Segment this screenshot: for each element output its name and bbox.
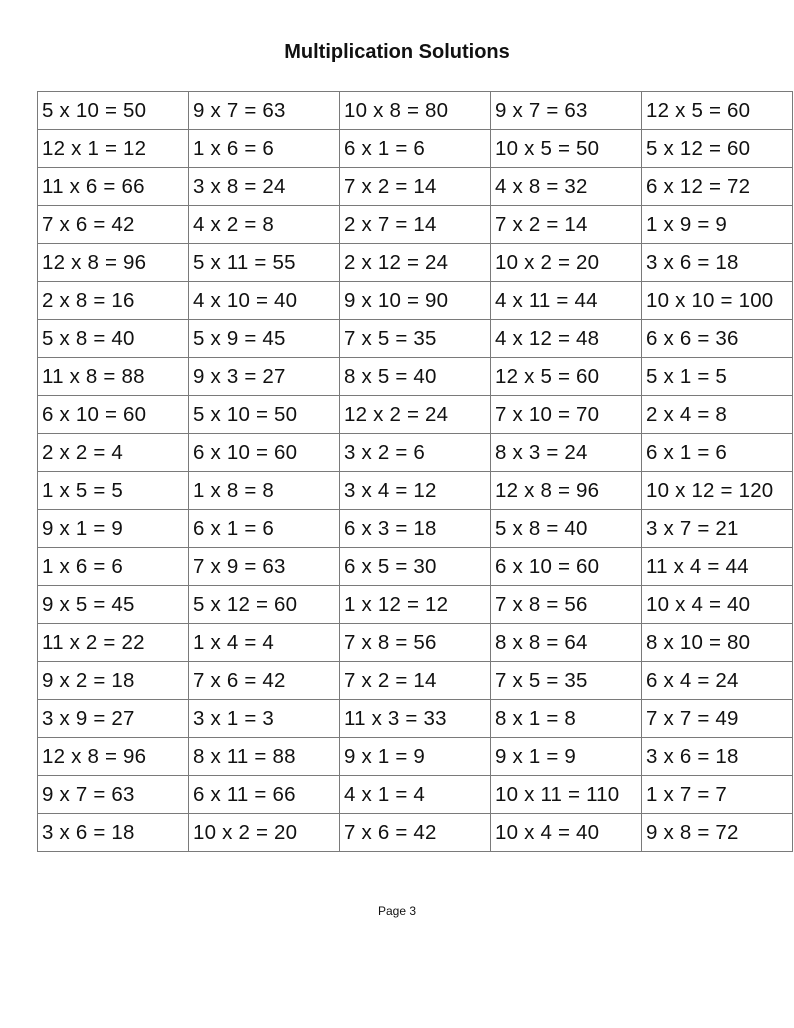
equation-cell: 4 x 12 = 48	[491, 320, 642, 358]
equation-cell: 9 x 5 = 45	[38, 586, 189, 624]
equation-cell: 3 x 7 = 21	[642, 510, 793, 548]
equation-cell: 7 x 6 = 42	[189, 662, 340, 700]
equation-cell: 1 x 7 = 7	[642, 776, 793, 814]
equation-cell: 12 x 1 = 12	[38, 130, 189, 168]
equation-cell: 5 x 1 = 5	[642, 358, 793, 396]
table-row	[38, 206, 793, 244]
equation-cell: 5 x 8 = 40	[491, 510, 642, 548]
table-row	[38, 814, 793, 852]
equation-cell: 6 x 6 = 36	[642, 320, 793, 358]
equation-cell: 5 x 10 = 50	[38, 92, 189, 130]
solutions-table	[37, 91, 793, 852]
table-row	[38, 320, 793, 358]
equation-cell: 7 x 8 = 56	[340, 624, 491, 662]
equation-cell: 8 x 1 = 8	[491, 700, 642, 738]
equation-cell: 6 x 11 = 66	[189, 776, 340, 814]
table-row	[38, 586, 793, 624]
equation-cell: 3 x 9 = 27	[38, 700, 189, 738]
table-row	[38, 358, 793, 396]
equation-cell: 1 x 9 = 9	[642, 206, 793, 244]
equation-cell: 9 x 1 = 9	[340, 738, 491, 776]
equation-cell: 12 x 2 = 24	[340, 396, 491, 434]
equation-cell: 9 x 8 = 72	[642, 814, 793, 852]
equation-cell: 5 x 12 = 60	[189, 586, 340, 624]
equation-cell: 4 x 11 = 44	[491, 282, 642, 320]
equation-cell: 2 x 4 = 8	[642, 396, 793, 434]
equation-cell: 10 x 4 = 40	[642, 586, 793, 624]
equation-cell: 3 x 1 = 3	[189, 700, 340, 738]
equation-cell: 3 x 4 = 12	[340, 472, 491, 510]
equation-cell: 11 x 8 = 88	[38, 358, 189, 396]
equation-cell: 9 x 3 = 27	[189, 358, 340, 396]
equation-cell: 10 x 10 = 100	[642, 282, 793, 320]
equation-cell: 9 x 7 = 63	[491, 92, 642, 130]
equation-cell: 6 x 1 = 6	[340, 130, 491, 168]
equation-cell: 9 x 2 = 18	[38, 662, 189, 700]
table-row	[38, 472, 793, 510]
equation-cell: 2 x 7 = 14	[340, 206, 491, 244]
table-row	[38, 434, 793, 472]
equation-cell: 7 x 6 = 42	[340, 814, 491, 852]
equation-cell: 7 x 10 = 70	[491, 396, 642, 434]
table-row	[38, 396, 793, 434]
equation-cell: 3 x 8 = 24	[189, 168, 340, 206]
equation-cell: 9 x 7 = 63	[189, 92, 340, 130]
equation-cell: 7 x 2 = 14	[340, 662, 491, 700]
equation-cell: 8 x 11 = 88	[189, 738, 340, 776]
equation-cell: 11 x 3 = 33	[340, 700, 491, 738]
equation-cell: 2 x 2 = 4	[38, 434, 189, 472]
equation-cell: 6 x 1 = 6	[642, 434, 793, 472]
equation-cell: 7 x 6 = 42	[38, 206, 189, 244]
equation-cell: 9 x 10 = 90	[340, 282, 491, 320]
equation-cell: 10 x 12 = 120	[642, 472, 793, 510]
equation-cell: 10 x 2 = 20	[491, 244, 642, 282]
equation-cell: 12 x 8 = 96	[491, 472, 642, 510]
equation-cell: 6 x 10 = 60	[38, 396, 189, 434]
table-row	[38, 700, 793, 738]
equation-cell: 6 x 1 = 6	[189, 510, 340, 548]
equation-cell: 10 x 2 = 20	[189, 814, 340, 852]
equation-cell: 6 x 12 = 72	[642, 168, 793, 206]
equation-cell: 6 x 4 = 24	[642, 662, 793, 700]
equation-cell: 1 x 5 = 5	[38, 472, 189, 510]
equation-cell: 8 x 10 = 80	[642, 624, 793, 662]
equation-cell: 1 x 12 = 12	[340, 586, 491, 624]
equation-cell: 7 x 2 = 14	[340, 168, 491, 206]
equation-cell: 7 x 9 = 63	[189, 548, 340, 586]
equation-cell: 7 x 7 = 49	[642, 700, 793, 738]
equation-cell: 3 x 6 = 18	[642, 244, 793, 282]
equation-cell: 7 x 5 = 35	[340, 320, 491, 358]
equation-cell: 6 x 3 = 18	[340, 510, 491, 548]
equation-cell: 6 x 5 = 30	[340, 548, 491, 586]
equation-cell: 4 x 2 = 8	[189, 206, 340, 244]
equation-cell: 5 x 8 = 40	[38, 320, 189, 358]
equation-cell: 5 x 9 = 45	[189, 320, 340, 358]
equation-cell: 12 x 5 = 60	[491, 358, 642, 396]
equation-cell: 3 x 6 = 18	[642, 738, 793, 776]
equation-cell: 4 x 8 = 32	[491, 168, 642, 206]
page-title: Multiplication Solutions	[284, 41, 510, 63]
equation-cell: 8 x 8 = 64	[491, 624, 642, 662]
table-row	[38, 130, 793, 168]
equation-cell: 3 x 2 = 6	[340, 434, 491, 472]
equation-cell: 12 x 5 = 60	[642, 92, 793, 130]
table-row	[38, 776, 793, 814]
solutions-table-body	[38, 92, 793, 852]
equation-cell: 10 x 8 = 80	[340, 92, 491, 130]
equation-cell: 10 x 4 = 40	[491, 814, 642, 852]
equation-cell: 9 x 1 = 9	[38, 510, 189, 548]
equation-cell: 5 x 12 = 60	[642, 130, 793, 168]
equation-cell: 10 x 11 = 110	[491, 776, 642, 814]
table-row	[38, 662, 793, 700]
table-row	[38, 548, 793, 586]
equation-cell: 2 x 8 = 16	[38, 282, 189, 320]
equation-cell: 2 x 12 = 24	[340, 244, 491, 282]
equation-cell: 11 x 6 = 66	[38, 168, 189, 206]
equation-cell: 4 x 1 = 4	[340, 776, 491, 814]
equation-cell: 7 x 5 = 35	[491, 662, 642, 700]
equation-cell: 1 x 6 = 6	[38, 548, 189, 586]
equation-cell: 11 x 2 = 22	[38, 624, 189, 662]
equation-cell: 5 x 10 = 50	[189, 396, 340, 434]
equation-cell: 6 x 10 = 60	[491, 548, 642, 586]
table-row	[38, 92, 793, 130]
equation-cell: 4 x 10 = 40	[189, 282, 340, 320]
equation-cell: 1 x 4 = 4	[189, 624, 340, 662]
equation-cell: 7 x 2 = 14	[491, 206, 642, 244]
equation-cell: 11 x 4 = 44	[642, 548, 793, 586]
equation-cell: 7 x 8 = 56	[491, 586, 642, 624]
equation-cell: 12 x 8 = 96	[38, 738, 189, 776]
equation-cell: 3 x 6 = 18	[38, 814, 189, 852]
equation-cell: 5 x 11 = 55	[189, 244, 340, 282]
equation-cell: 1 x 6 = 6	[189, 130, 340, 168]
table-row	[38, 282, 793, 320]
equation-cell: 6 x 10 = 60	[189, 434, 340, 472]
equation-cell: 9 x 1 = 9	[491, 738, 642, 776]
equation-cell: 8 x 5 = 40	[340, 358, 491, 396]
table-row	[38, 244, 793, 282]
equation-cell: 10 x 5 = 50	[491, 130, 642, 168]
equation-cell: 12 x 8 = 96	[38, 244, 189, 282]
page-number: Page 3	[377, 904, 417, 918]
equation-cell: 9 x 7 = 63	[38, 776, 189, 814]
table-row	[38, 738, 793, 776]
table-row	[38, 510, 793, 548]
table-row	[38, 168, 793, 206]
table-row	[38, 624, 793, 662]
equation-cell: 1 x 8 = 8	[189, 472, 340, 510]
equation-cell: 8 x 3 = 24	[491, 434, 642, 472]
